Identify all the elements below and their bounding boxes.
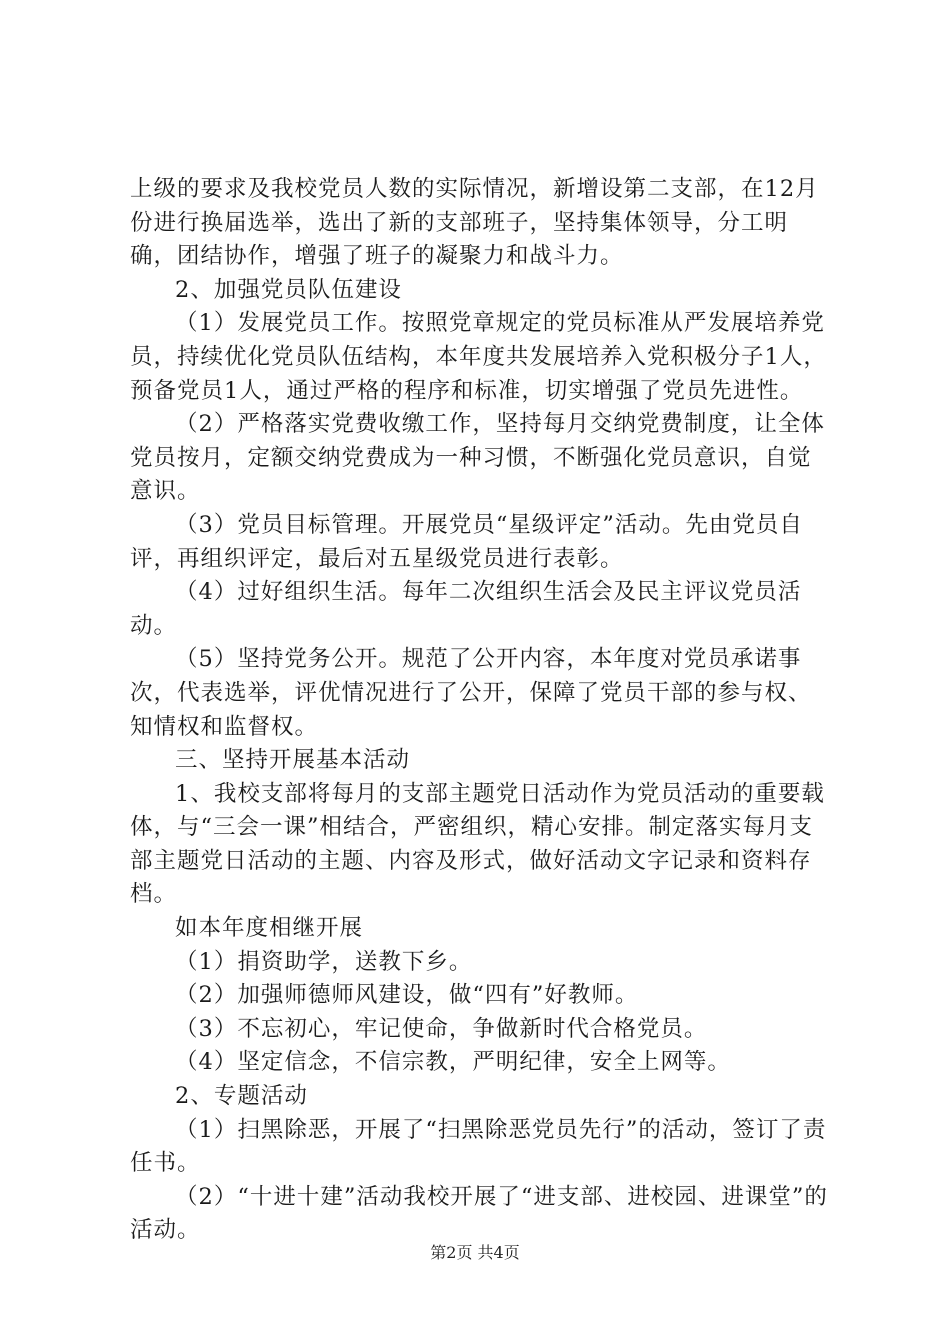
paragraph: 如本年度相继开展 xyxy=(175,915,364,942)
paragraph: （2）“十进十建”活动我校开展了“进支部、进校园、进课堂”的活动。 xyxy=(130,1183,828,1244)
page-number-footer: 第2页 共4页 xyxy=(430,1243,520,1262)
list-item: （1）捐资助学，送教下乡。 xyxy=(175,948,473,975)
document-body xyxy=(130,173,830,1248)
list-item: （3）不忘初心，牢记使命，争做新时代合格党员。 xyxy=(175,1015,708,1042)
paragraph: 1、我校支部将每月的支部主题党日活动作为党员活动的重要载体，与“三会一课”相结合，严密组织，精心安排。制定落实每月支部主题党日活动的主题、内容及形式，做好活动文字记录和资料存档。 xyxy=(130,780,825,908)
paragraph: （2）严格落实党费收缴工作，坚持每月交纳党费制度，让全体党员按月，定额交纳党费成为一种习惯，不断强化党员意识，自觉意识。 xyxy=(130,411,825,505)
section-heading: 2、加强党员队伍建设 xyxy=(175,276,402,303)
list-item: （4）坚定信念，不信宗教，严明纪律，安全上网等。 xyxy=(175,1049,731,1076)
paragraph: （4）过好组织生活。每年二次组织生活会及民主评议党员活动。 xyxy=(130,579,802,639)
paragraph: （5）坚持党务公开。规范了公开内容，本年度对党员承诺事次，代表选举，评优情况进行了公开，保障了党员干部的参与权、知情权和监督权。 xyxy=(130,646,812,740)
section-heading: 三、坚持开展基本活动 xyxy=(175,747,411,774)
paragraph: （1）发展党员工作。按照党章规定的党员标准从严发展培养党员，持续优化党员队伍结构，本年度共发展培养入党积极分子1人，预备党员1人，通过严格的程序和标准，切实增强了党员先进性。 xyxy=(130,310,827,404)
paragraph: （1）扫黑除恶，开展了“扫黑除恶党员先行”的活动，签订了责任书。 xyxy=(130,1116,827,1177)
paragraph: 上级的要求及我校党员人数的实际情况，新增设第二支部，在12月份进行换届选举，选出了新的支部班子，坚持集体领导，分工明确，团结协作，增强了班子的凝聚力和战斗力。 xyxy=(130,176,819,270)
paragraph: （3）党员目标管理。开展党员“星级评定”活动。先由党员自评，再组织评定，最后对五星级党员进行表彰。 xyxy=(130,511,803,572)
list-item: （2）加强师德师风建设，做“四有”好教师。 xyxy=(175,982,639,1009)
section-heading: 2、专题活动 xyxy=(175,1083,308,1110)
